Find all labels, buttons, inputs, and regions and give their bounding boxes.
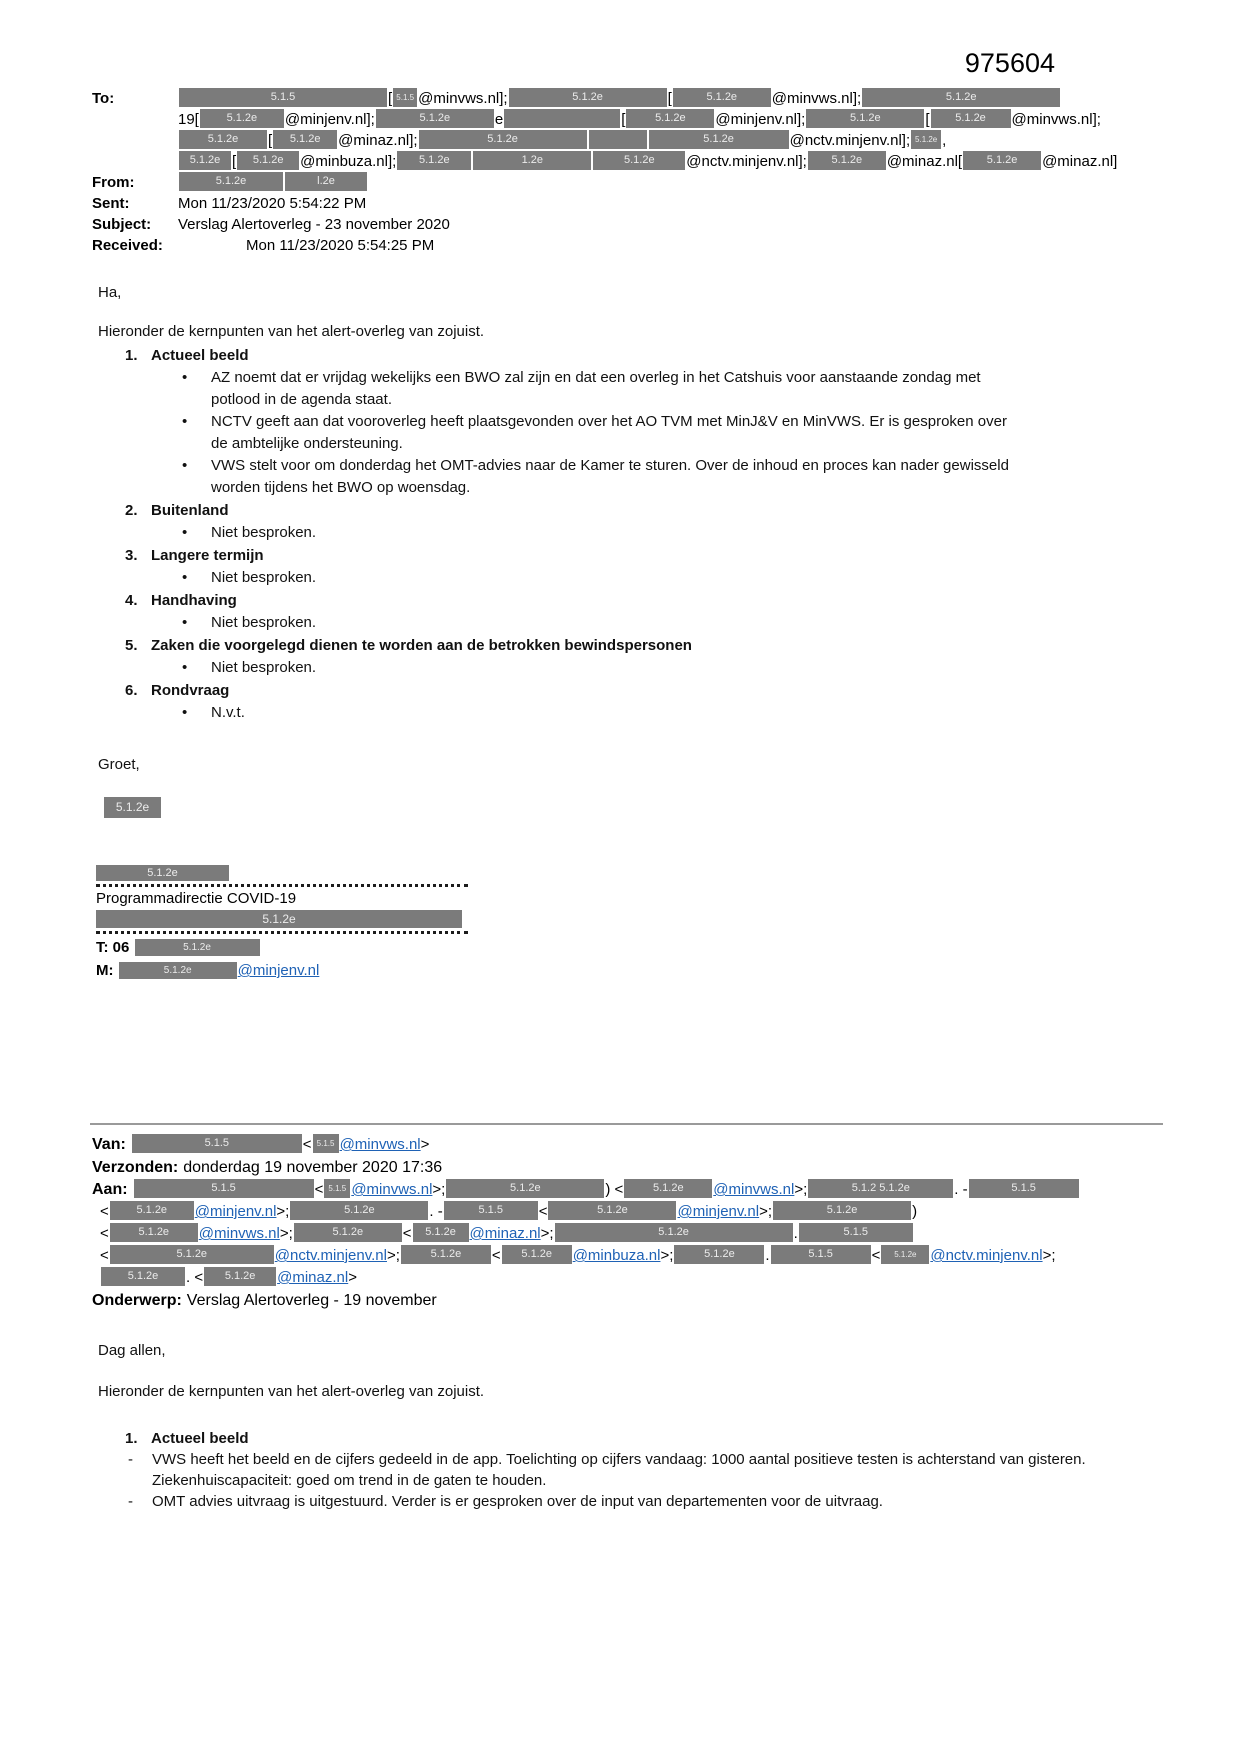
email-link[interactable]: @minvws.nl	[713, 1181, 795, 1198]
from-row	[92, 172, 1163, 193]
email-link[interactable]: @minjenv.nl	[677, 1203, 760, 1220]
dotted-divider	[96, 931, 468, 934]
redaction-box: 5.1.2e	[413, 1223, 469, 1242]
redaction-box: 5.1.2e	[419, 130, 587, 149]
onderwerp-row	[92, 1289, 1163, 1312]
bullet-icon: •	[182, 569, 188, 586]
van-row	[92, 1133, 1163, 1156]
to-row	[92, 88, 1163, 172]
to-value	[178, 88, 1163, 172]
email2-greeting: Dag allen,	[98, 1342, 166, 1359]
redaction-box	[504, 109, 620, 128]
text-fragment: @minaz.nl[	[886, 153, 963, 170]
from-label: From:	[92, 174, 135, 191]
bullet-icon: •	[182, 413, 188, 430]
text-fragment: @minaz.nl]	[1042, 153, 1118, 170]
aan-line-3	[92, 1223, 1163, 1245]
redaction-box: 5.1.2e	[509, 88, 667, 107]
agenda-item-number: 5.	[125, 637, 138, 654]
email1-header	[92, 88, 1163, 256]
received-row	[92, 235, 1163, 256]
agenda-bullet-text: AZ noemt dat er vrijdag wekelijks een BWO zal zijn en dat een overleg in het Catshuis voor aanstaande zondag met potlood in de agenda staat.	[211, 369, 981, 408]
text-fragment: <	[538, 1203, 548, 1220]
agenda-bullet-text: VWS stelt voor om donderdag het OMT-advies naar de Kamer te sturen. Over de inhoud en proces kan nader gewisseld worden tijdens het BWO op woensdag.	[211, 457, 1009, 496]
text-fragment: >	[420, 1136, 430, 1153]
agenda-item-title	[125, 544, 1163, 567]
text-fragment: 19[	[178, 111, 199, 128]
text-fragment: . -	[954, 1181, 968, 1198]
redaction-bar-signature: 5.1.2e	[96, 865, 229, 881]
text-fragment: >;	[276, 1203, 290, 1220]
doc-number: 975604	[964, 48, 1055, 78]
email-link[interactable]: @minaz.nl	[469, 1225, 541, 1242]
bullet-icon: •	[182, 614, 188, 631]
redacted-line	[178, 130, 1163, 151]
text-fragment: .	[765, 1247, 770, 1264]
email1-agenda-list	[92, 344, 1163, 724]
sent-label: Sent:	[92, 195, 130, 212]
redaction-box: 5.1.5	[393, 88, 417, 107]
aan-value-1	[133, 1181, 1080, 1198]
agenda-bullet	[182, 367, 1012, 411]
dash-item	[128, 1449, 1163, 1491]
redaction-box	[589, 130, 647, 149]
redacted-line	[178, 109, 1163, 130]
redaction-box: 5.1.2e	[110, 1223, 198, 1242]
redacted-line	[178, 151, 1163, 172]
text-fragment: @minbuza.nl];	[300, 153, 397, 170]
redaction-box: 1.2e	[473, 151, 591, 170]
signature-phone-line	[96, 937, 1163, 958]
redaction-box: 5.1.2e	[290, 1201, 428, 1220]
agenda-bullet-text: Niet besproken.	[211, 524, 317, 541]
text-fragment: @nctv.minjenv.nl];	[789, 132, 911, 149]
sent-row	[92, 193, 1163, 214]
agenda-bullet	[182, 455, 1012, 499]
redaction-box: 5.1.5	[179, 88, 387, 107]
email2-item-title	[125, 1430, 1163, 1447]
redaction-box: 5.1.2e	[200, 109, 284, 128]
text-fragment: @minvws.nl];	[418, 90, 508, 107]
redaction-box: 5.1.2e	[673, 88, 771, 107]
email2-header	[92, 1133, 1163, 1312]
aan-line-1	[92, 1179, 1163, 1201]
email1-intro: Hieronder de kernpunten van het alert-overleg van zojuist.	[98, 323, 485, 340]
text-fragment: .	[793, 1225, 798, 1242]
aan-line-5	[92, 1267, 1163, 1289]
phone-redaction	[134, 939, 261, 956]
mobile-label: M:	[96, 962, 114, 979]
text-fragment: <	[302, 1136, 312, 1153]
email2-intro: Hieronder de kernpunten van het alert-overleg van zojuist.	[98, 1383, 485, 1400]
agenda-item-number: 3.	[125, 547, 138, 564]
redaction-box: 5.1.2 5.1.2e	[808, 1179, 953, 1198]
text-fragment: >;	[432, 1181, 446, 1198]
redaction-box: 5.1.5	[444, 1201, 538, 1220]
email-link[interactable]: @nctv.minjenv.nl	[930, 1247, 1043, 1264]
text-fragment: [	[667, 90, 672, 107]
redaction-bar-signature-wide: 5.1.2e	[96, 910, 462, 928]
agenda-bullet	[182, 702, 1012, 724]
text-fragment: >;	[660, 1247, 674, 1264]
text-fragment: . <	[186, 1269, 204, 1286]
text-fragment: <	[491, 1247, 501, 1264]
redaction-box: 5.1.2e	[502, 1245, 572, 1264]
redaction-box: 5.1.5	[132, 1134, 302, 1153]
agenda-bullet	[182, 657, 1012, 679]
mobile-redaction	[118, 962, 320, 979]
redaction-box: 5.1.2e	[397, 151, 471, 170]
redaction-box: 5.1.5	[799, 1223, 913, 1242]
agenda-bullet-text: Niet besproken.	[211, 569, 317, 586]
agenda-item-label: Buitenland	[151, 502, 229, 519]
bullet-icon: •	[182, 369, 188, 386]
text-fragment: >;	[540, 1225, 554, 1242]
text-fragment: [	[232, 153, 237, 170]
email-link[interactable]: @minaz.nl	[277, 1269, 349, 1286]
text-fragment: @nctv.minjenv.nl];	[686, 153, 807, 170]
van-value	[131, 1136, 430, 1153]
text-fragment: @minjenv.nl];	[715, 111, 806, 128]
subject-label: Subject:	[92, 216, 152, 233]
email-link[interactable]: @nctv.minjenv.nl	[274, 1247, 387, 1264]
bullet-icon: •	[182, 524, 188, 541]
dash-item-text: OMT advies uitvraag is uitgestuurd. Verder is er gesproken over de input van departementen voor de uitvraag.	[152, 1493, 883, 1510]
email-link[interactable]: @minjenv.nl	[194, 1203, 277, 1220]
received-label: Received:	[92, 237, 163, 254]
redaction-box: 5.1.5	[771, 1245, 871, 1264]
redaction-box: 5.1.2e	[273, 130, 337, 149]
bullet-icon: •	[182, 457, 188, 474]
agenda-bullet	[182, 567, 1012, 589]
text-fragment: >;	[386, 1247, 400, 1264]
email-separator	[90, 1123, 1163, 1125]
aan-line-2	[92, 1201, 1163, 1223]
redaction-box: 5.1.2e	[179, 172, 283, 191]
redaction-box: 5.1.2e	[204, 1267, 276, 1286]
text-fragment: [	[268, 132, 273, 149]
email1-closing: Groet,	[98, 756, 140, 773]
agenda-item-title	[125, 679, 1163, 702]
dash-icon: -	[128, 1451, 133, 1468]
redaction-box: 5.1.2e	[376, 109, 494, 128]
aan-line-4	[92, 1245, 1163, 1267]
agenda-item-title	[125, 344, 1163, 367]
sent-value: Mon 11/23/2020 5:54:22 PM	[178, 195, 367, 212]
email-link[interactable]: @minvws.nl	[351, 1181, 433, 1198]
agenda-bullet	[182, 612, 1012, 634]
verzonden-row	[92, 1156, 1163, 1179]
redaction-box: 5.1.5	[313, 1134, 339, 1153]
from-value	[178, 172, 1163, 193]
redaction-box: 5.1.2e	[237, 151, 299, 170]
agenda-bullet-text: N.v.t.	[211, 704, 245, 721]
text-fragment: >;	[1042, 1247, 1056, 1264]
email2-item-label: Actueel beeld	[151, 1430, 249, 1447]
text-fragment: @minaz.nl];	[338, 132, 418, 149]
verzonden-label: Verzonden:	[92, 1159, 179, 1176]
redaction-box: 5.1.2e	[593, 151, 685, 170]
redacted-line	[178, 88, 1163, 109]
redaction-box: 5.1.2e	[808, 151, 886, 170]
phone-label: T: 06	[96, 939, 130, 956]
agenda-item-label: Actueel beeld	[151, 347, 249, 364]
text-fragment: >;	[279, 1225, 293, 1242]
verzonden-value: donderdag 19 november 2020 17:36	[183, 1159, 443, 1176]
text-fragment: ,	[942, 132, 947, 149]
redaction-box: 5.1.2e	[294, 1223, 402, 1242]
text-fragment: <	[100, 1225, 109, 1242]
redaction-box: 5.1.2e	[101, 1267, 185, 1286]
redaction-box: 5.1.5	[969, 1179, 1079, 1198]
agenda-bullet-text: NCTV geeft aan dat vooroverleg heeft plaatsgevonden over het AO TVM met MinJ&V en MinVWS. Er is gesproken over de ambtelijke ondersteuning.	[211, 413, 1007, 452]
signature-org: Programmadirectie COVID-19	[96, 890, 297, 907]
email-link[interactable]: @minbuza.nl	[572, 1247, 661, 1264]
email2-item-number: 1.	[125, 1430, 138, 1447]
text-fragment: <	[402, 1225, 412, 1242]
bullet-icon: •	[182, 659, 188, 676]
agenda-bullet-text: Niet besproken.	[211, 614, 317, 631]
text-fragment: @minvws.nl];	[771, 90, 862, 107]
redaction-box: 5.1.2e	[806, 109, 924, 128]
redaction-box-signature-name: 5.1.2e	[104, 797, 161, 818]
bullet-icon: •	[182, 704, 188, 721]
redaction-box: 5.1.2e	[674, 1245, 764, 1264]
dash-item	[128, 1491, 1163, 1512]
email1-greeting: Ha,	[98, 284, 122, 301]
dotted-divider	[96, 884, 468, 887]
agenda-item-title	[125, 499, 1163, 522]
text-fragment: [	[621, 111, 626, 128]
text-fragment: <	[314, 1181, 324, 1198]
redaction-box: 5.1.2e	[931, 109, 1011, 128]
redaction-box: 5.1.2e	[773, 1201, 911, 1220]
signature-mobile-line	[96, 960, 1163, 981]
redaction-box: 5.1.2e	[881, 1245, 929, 1264]
redaction-box: 5.1.2e	[179, 130, 267, 149]
redaction-box: 5.1.2e	[135, 939, 260, 956]
text-fragment: @minjenv.nl];	[284, 111, 375, 128]
email-link[interactable]: @minvws.nl	[198, 1225, 280, 1242]
redaction-box: 5.1.5	[134, 1179, 314, 1198]
dash-icon: -	[128, 1493, 133, 1510]
agenda-item-number: 1.	[125, 347, 138, 364]
van-label: Van:	[92, 1136, 126, 1153]
redaction-box: 5.1.2e	[119, 962, 237, 979]
agenda-item-label: Handhaving	[151, 592, 237, 609]
text-fragment: <	[100, 1247, 109, 1264]
dash-item-text: VWS heeft het beeld en de cijfers gedeeld in de app. Toelichting op cijfers vandaag: 1000 aantal positieve testen is achterstand van gisteren. Ziekenhuiscapaciteit: goed om trend in de gaten te houden.	[152, 1451, 1086, 1489]
text-fragment: ) <	[605, 1181, 624, 1198]
redaction-box: 5.1.2e	[911, 130, 941, 149]
agenda-item-label: Langere termijn	[151, 547, 264, 564]
subject-value: Verslag Alertoverleg - 23 november 2020	[178, 216, 450, 233]
to-label: To:	[92, 90, 115, 107]
onderwerp-label: Onderwerp:	[92, 1292, 182, 1309]
aan-label: Aan:	[92, 1181, 128, 1198]
redaction-box: 5.1.2e	[548, 1201, 676, 1220]
agenda-bullet	[182, 522, 1012, 544]
text-fragment: >	[348, 1269, 357, 1286]
agenda-bullet-text: Niet besproken.	[211, 659, 317, 676]
redaction-box: 5.1.2e	[555, 1223, 793, 1242]
email-link[interactable]: @minvws.nl	[339, 1136, 421, 1153]
text-fragment: >;	[759, 1203, 773, 1220]
redaction-box: 5.1.2e	[179, 151, 231, 170]
agenda-bullet	[182, 411, 1012, 455]
text-fragment: [	[925, 111, 930, 128]
email2-dash-list	[92, 1449, 1163, 1512]
agenda-item-label: Zaken die voorgelegd dienen te worden aan de betrokken bewindspersonen	[151, 637, 692, 654]
onderwerp-value: Verslag Alertoverleg - 19 november	[186, 1292, 437, 1309]
redaction-box: 5.1.2e	[110, 1245, 274, 1264]
redaction-box: 5.1.2e	[110, 1201, 194, 1220]
agenda-item-title	[125, 589, 1163, 612]
aan-row	[92, 1179, 1163, 1289]
redaction-box: 5.1.5	[324, 1179, 350, 1198]
redaction-box: 5.1.2e	[626, 109, 714, 128]
text-fragment: >;	[794, 1181, 808, 1198]
redaction-box: 5.1.2e	[963, 151, 1041, 170]
text-fragment: . -	[429, 1203, 443, 1220]
redaction-box: 5.1.2e	[624, 1179, 712, 1198]
agenda-item-title	[125, 634, 1163, 657]
agenda-item-number: 2.	[125, 502, 138, 519]
agenda-item-label: Rondvraag	[151, 682, 230, 699]
received-value: Mon 11/23/2020 5:54:25 PM	[246, 237, 435, 254]
text-fragment: [	[388, 90, 393, 107]
redaction-box: 5.1.2e	[862, 88, 1060, 107]
agenda-item-number: 4.	[125, 592, 138, 609]
redaction-box: l.2e	[285, 172, 367, 191]
text-fragment: )	[912, 1203, 918, 1220]
text-fragment: @minvws.nl];	[1011, 111, 1101, 128]
subject-row	[92, 214, 1163, 235]
redaction-box: 5.1.2e	[649, 130, 789, 149]
redaction-box: 5.1.2e	[401, 1245, 491, 1264]
agenda-item-number: 6.	[125, 682, 138, 699]
text-fragment: <	[100, 1203, 109, 1220]
text-fragment: <	[871, 1247, 881, 1264]
redaction-box: 5.1.2e	[446, 1179, 604, 1198]
email-link[interactable]: @minjenv.nl	[237, 962, 320, 979]
text-fragment: e	[494, 111, 504, 128]
